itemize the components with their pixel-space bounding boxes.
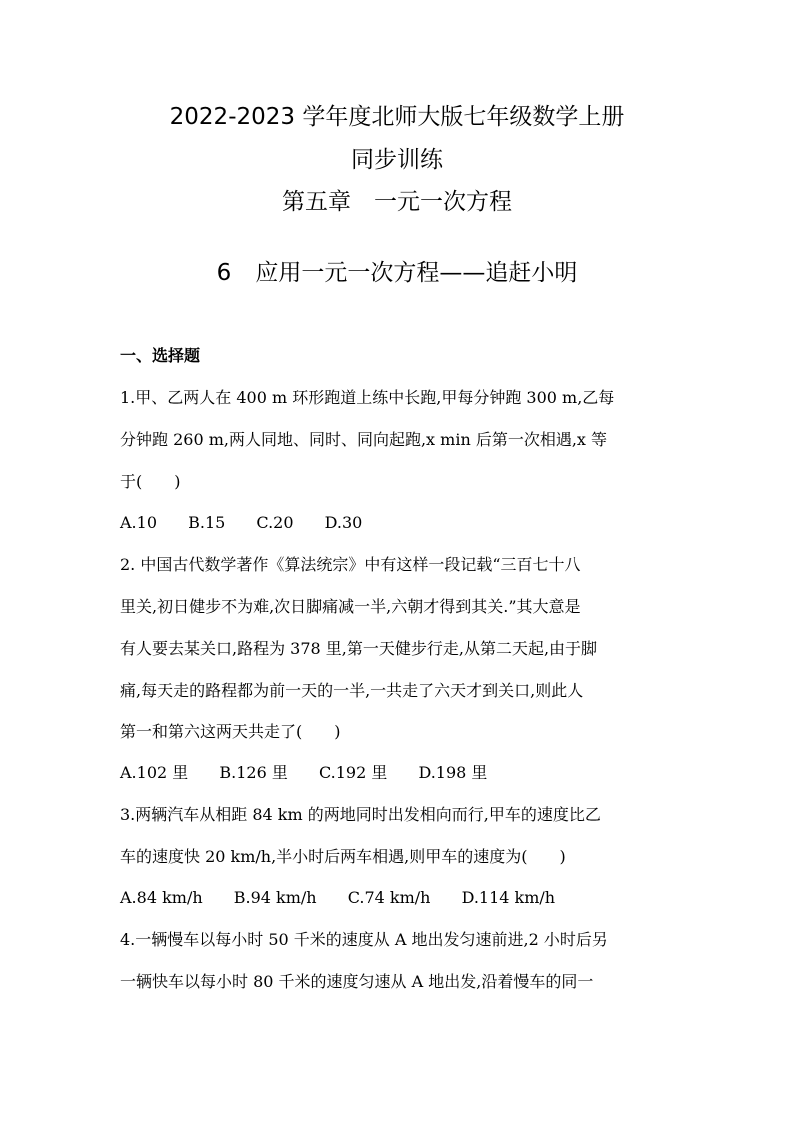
chapter-title: 第五章 一元一次方程 — [282, 189, 512, 215]
question-1-line-1: 1.甲、乙两人在 400 m 环形跑道上练中长跑,甲每分钟跑 300 m,乙每 — [120, 388, 615, 407]
question-3-option-a: A.84 km/h — [120, 888, 203, 907]
question-2-option-d: D.198 里 — [418, 763, 488, 782]
question-2-line-5: 第一和第六这两天共走了( ) — [120, 722, 341, 741]
question-1-line-3: 于( ) — [120, 472, 181, 491]
question-2-line-1: 2. 中国古代数学著作《算法统宗》中有这样一段记载“三百七十八 — [120, 555, 581, 574]
document-title: 2022-2023 学年度北师大版七年级数学上册 — [169, 104, 625, 130]
question-1-option-d: D.30 — [324, 513, 363, 532]
section-number: 6 — [216, 260, 232, 286]
question-1-option-c: C.20 — [256, 513, 294, 532]
question-3-option-d: D.114 km/h — [461, 888, 556, 907]
question-2-line-2: 里关,初日健步不为难,次日脚痛减一半,六朝才得到其关.”其大意是 — [120, 597, 581, 616]
question-1-line-2: 分钟跑 260 m,两人同地、同时、同向起跑,x min 后第一次相遇,x 等 — [120, 430, 608, 449]
section-title: 应用一元一次方程——追赶小明 — [255, 260, 578, 286]
question-4-line-1: 4.一辆慢车以每小时 50 千米的速度从 A 地出发匀速前进,2 小时后另 — [120, 930, 608, 949]
question-2-option-b: B.126 里 — [219, 763, 288, 782]
question-3-line-2: 车的速度快 20 km/h,半小时后两车相遇,则甲车的速度为( ) — [120, 847, 566, 866]
question-3-option-b: B.94 km/h — [233, 888, 317, 907]
question-1-option-b: B.15 — [188, 513, 226, 532]
question-2-line-4: 痛,每天走的路程都为前一天的一半,一共走了六天才到关口,则此人 — [120, 681, 584, 700]
question-3-options — [120, 886, 581, 910]
question-2-options — [120, 761, 513, 785]
question-2-option-a: A.102 里 — [120, 763, 189, 782]
question-2-line-3: 有人要去某关口,路程为 378 里,第一天健步行走,从第二天起,由于脚 — [120, 639, 598, 658]
question-4-line-2: 一辆快车以每小时 80 千米的速度匀速从 A 地出发,沿着慢车的同一 — [120, 972, 594, 991]
document-subtitle: 同步训练 — [351, 147, 443, 173]
question-1-option-a: A.10 — [120, 513, 157, 532]
section-title-row — [0, 258, 794, 288]
question-3-option-c: C.74 km/h — [347, 888, 431, 907]
question-1-options — [120, 511, 388, 535]
section-heading: 一、选择题 — [120, 346, 201, 365]
question-2-option-c: C.192 里 — [318, 763, 388, 782]
question-3-line-1: 3.两辆汽车从相距 84 km 的两地同时出发相向而行,甲车的速度比乙 — [120, 805, 601, 824]
